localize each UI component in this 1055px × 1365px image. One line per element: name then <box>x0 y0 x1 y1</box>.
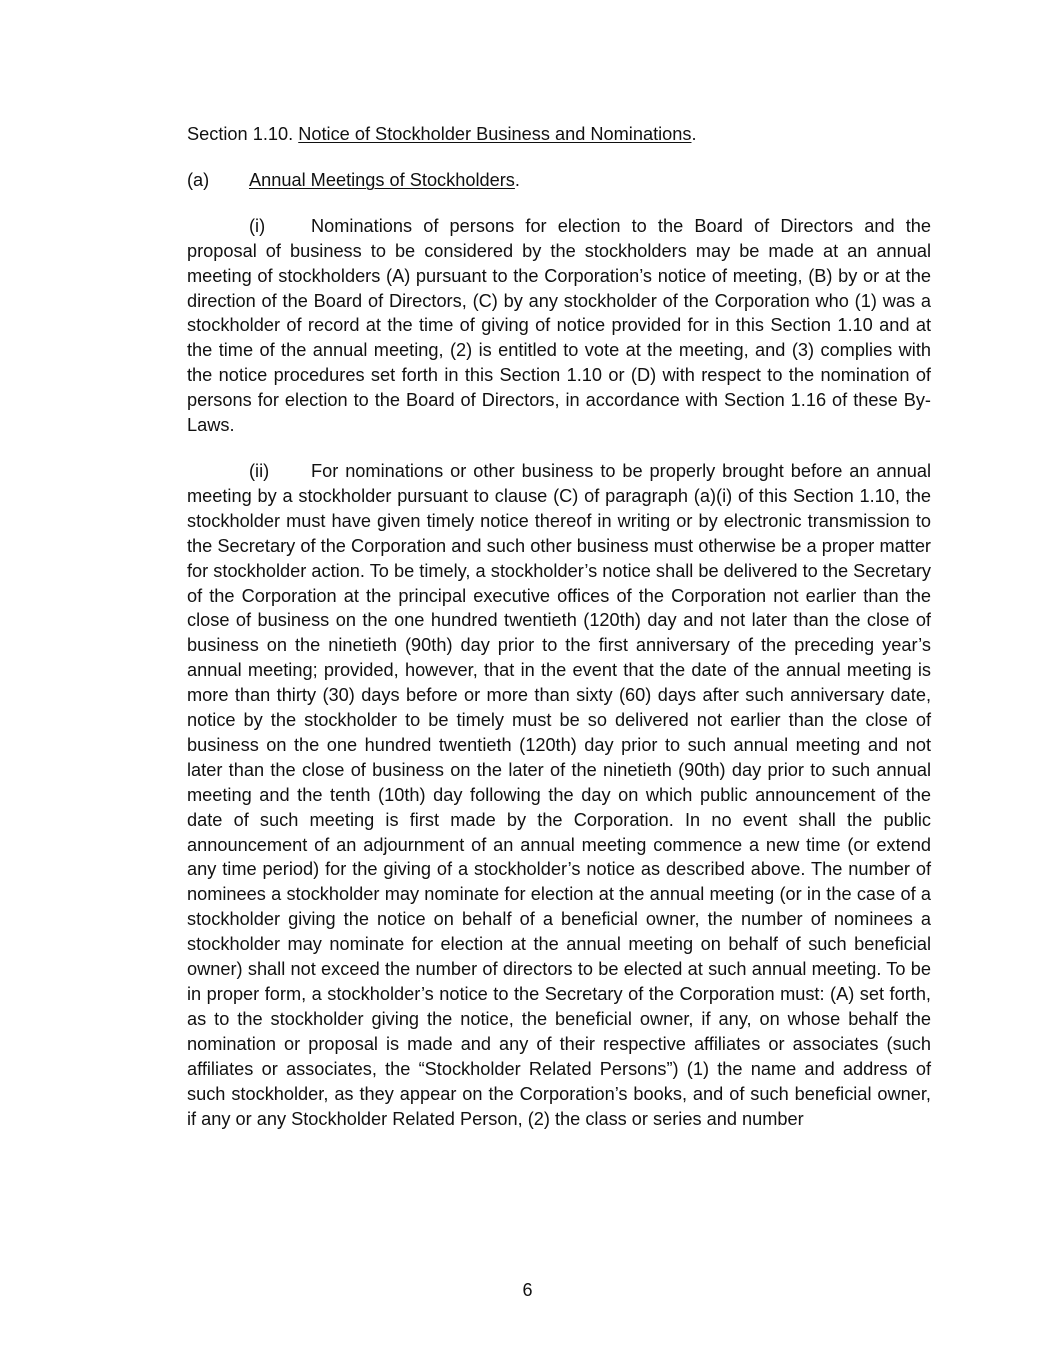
paragraph-ii-text: For nominations or other business to be properly brought before an annual meeting by a stockholder pursuant to clause (C) of paragraph (a)(i) of this Section 1.10, the stockholder must have given timely notice thereof in writing or by electronic transmission to the Secretary of the Corporation and such other business must otherwise be a proper matter for stockholder action. To be timely, a stockholder’s notice shall be delivered to the Secretary of the Corporation at the principal executive offices of the Corporation not earlier than the close of business on the one hundred twentieth (120th) day and not later than the close of business on the ninetieth (90th) day prior to the first anniversary of the preceding year’s annual meeting; provided, however, that in the event that the date of the annual meeting is more than thirty (30) days before or more than sixty (60) days after such anniversary date, notice by the stockholder to be timely must be so delivered not earlier than the close of business on the one hundred twentieth (120th) day prior to such annual meeting and not later than the close of business on the later of the ninetieth (90th) day prior to such annual meeting and the tenth (10th) day following the day on which public announcement of the date of such meeting is first made by the Corporation. In no event shall the public announcement of an adjournment of an annual meeting commence a new time (or extend any time period) for the giving of a stockholder’s notice as described above. The number of nominees a stockholder may nominate for election at the annual meeting (or in the case of a stockholder giving the notice on behalf of a beneficial owner, the number of nominees a stockholder may nominate for election at the annual meeting on behalf of such beneficial owner) shall not exceed the number of directors to be elected at such annual meeting. To be in proper form, a stockholder’s notice to the Secretary of the Corporation must: (A) set forth, as to the stockholder giving the notice, the beneficial owner, if any, on whose behalf the nomination or proposal is made and any of their respective affiliates or associates (such affiliates or associates, the “Stockholder Related Persons”) (1) the name and address of such stockholder, as they appear on the Corporation’s books, and of such beneficial owner, if any or any Stockholder Related Person, (2) the class or series and number <box>187 460 931 1129</box>
subsection-heading <box>187 168 931 193</box>
document-page <box>187 122 931 1152</box>
paragraph-ii <box>187 459 931 1131</box>
paragraph-i <box>187 214 931 438</box>
paragraph-ii-label: (ii) <box>249 460 270 481</box>
paragraph-i-label: (i) <box>249 215 266 236</box>
subsection-title: Annual Meetings of Stockholders <box>249 169 515 190</box>
section-suffix: . <box>691 124 697 144</box>
section-prefix: Section 1.10. <box>187 124 299 144</box>
subsection-label: (a) <box>187 169 210 190</box>
paragraph-i-text: Nominations of persons for election to the Board of Directors and the proposal of business to be considered by the stockholders may be made at an annual meeting of stockholders (A) pursuant to the Corporation’s notice of meeting, (B) by or at the direction of the Board of Directors, (C) by any stockholder of the Corporation who (1) was a stockholder of record at the time of giving of notice provided for in this Section 1.10 and at the time of the annual meeting, (2) is entitled to vote at the meeting, and (3) complies with the notice procedures set forth in this Section 1.10 or (D) with respect to the nomination of persons for election to the Board of Directors, in accordance with Section 1.16 of these By-Laws. <box>187 215 931 436</box>
subsection-suffix: . <box>514 169 520 190</box>
section-title: Notice of Stockholder Business and Nominations <box>298 124 692 144</box>
section-heading <box>187 122 931 147</box>
page-number: 6 <box>522 1280 533 1300</box>
